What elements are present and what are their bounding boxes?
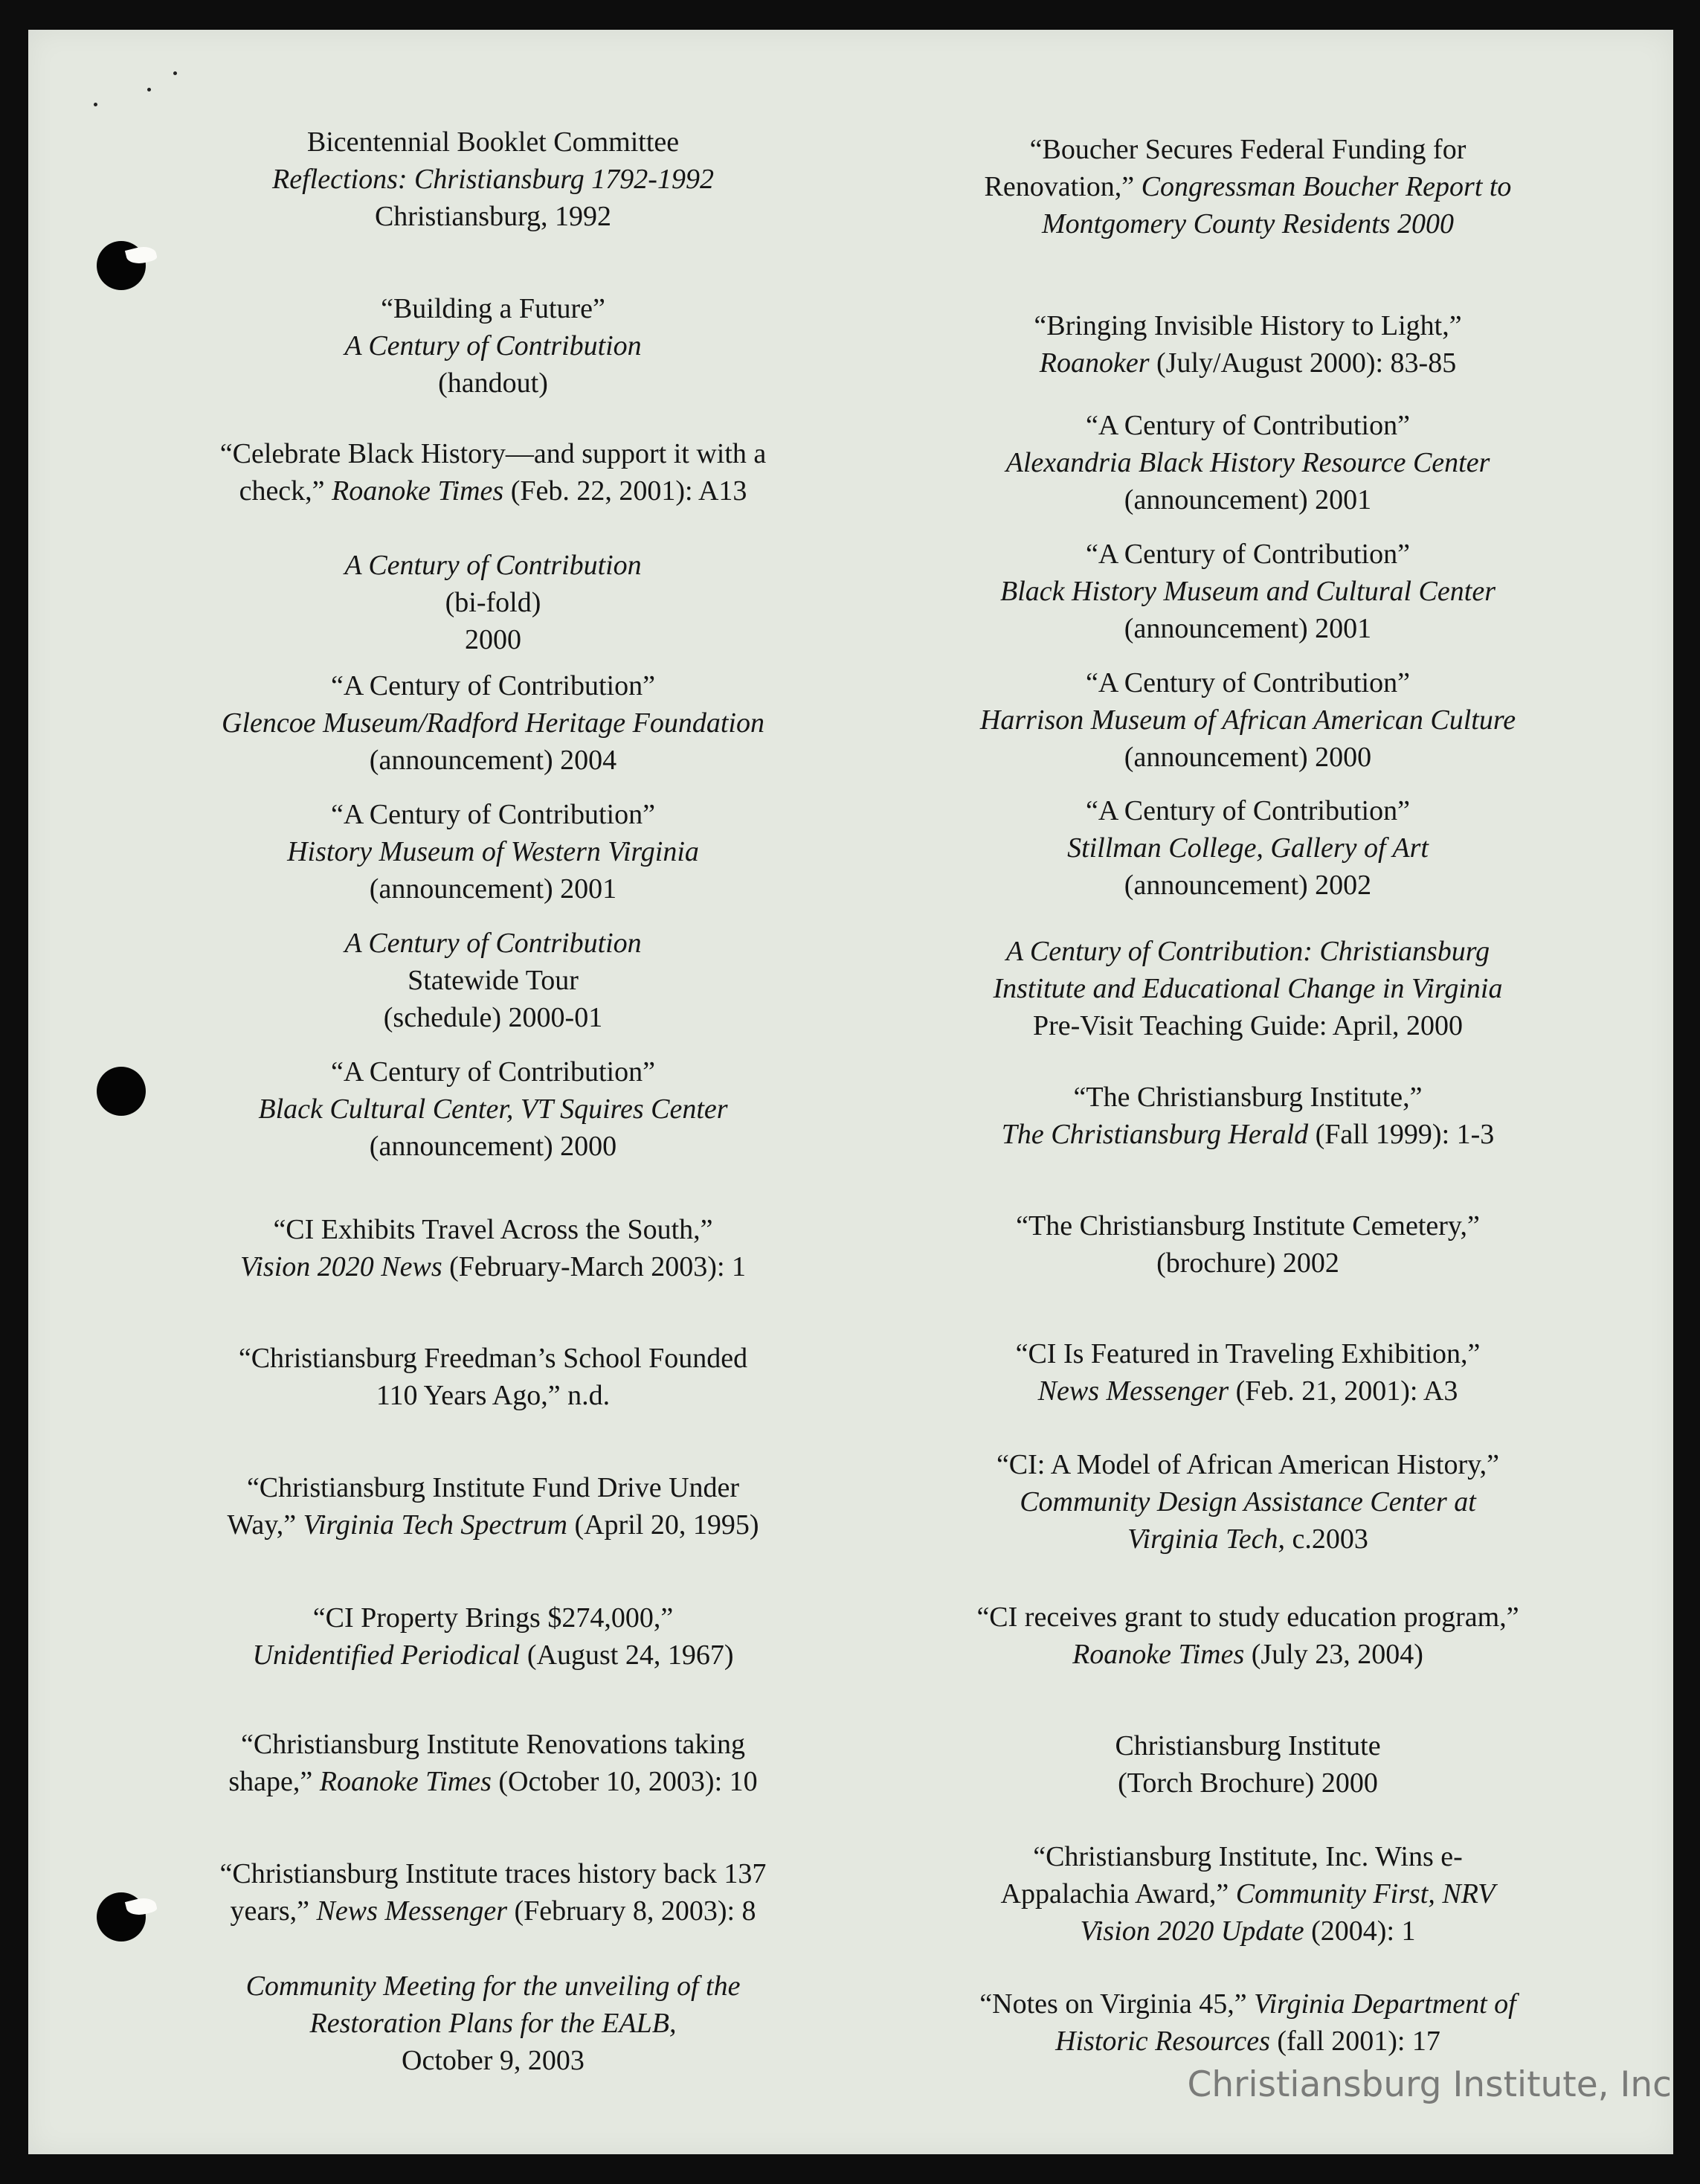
entry-line bbox=[876, 1079, 1620, 1116]
reference-entry bbox=[121, 667, 865, 779]
entry-text: “The Christiansburg Institute,” bbox=[1073, 1082, 1423, 1113]
entry-line bbox=[121, 1377, 865, 1414]
entry-line bbox=[876, 701, 1620, 739]
entry-line bbox=[121, 2042, 865, 2079]
entry-line bbox=[121, 547, 865, 584]
entry-line bbox=[121, 290, 865, 327]
reference-entry bbox=[121, 1211, 865, 1285]
entry-line bbox=[121, 704, 865, 742]
entry-text: 2000 bbox=[465, 624, 521, 655]
entry-line bbox=[121, 1340, 865, 1377]
entry-line bbox=[121, 999, 865, 1036]
italic-title: News Messenger bbox=[316, 1895, 507, 1927]
entry-line bbox=[121, 962, 865, 999]
entry-line bbox=[121, 1968, 865, 2005]
italic-title: Community Meeting for the unveiling of the bbox=[245, 1971, 741, 2002]
entry-text: c.2003 bbox=[1284, 1523, 1368, 1555]
entry-line bbox=[876, 536, 1620, 573]
entry-text: Pre-Visit Teaching Guide: April, 2000 bbox=[1033, 1010, 1463, 1041]
entry-line bbox=[121, 1599, 865, 1637]
entry-line bbox=[121, 1128, 865, 1165]
entry-line bbox=[121, 667, 865, 704]
document-page bbox=[28, 30, 1673, 2154]
entry-text: Appalachia Award,” bbox=[1000, 1878, 1236, 1910]
entry-text: “The Christiansburg Institute Cemetery,” bbox=[1016, 1210, 1480, 1242]
entry-line bbox=[121, 1637, 865, 1674]
entry-line bbox=[876, 1912, 1620, 1950]
italic-title: A Century of Contribution: Christiansburg bbox=[1005, 936, 1490, 967]
entry-line bbox=[876, 1244, 1620, 1282]
entry-text: (announcement) 2001 bbox=[369, 873, 617, 905]
reference-entry bbox=[876, 1727, 1620, 1802]
entry-line bbox=[876, 1446, 1620, 1483]
entry-line bbox=[876, 344, 1620, 382]
entry-text: (April 20, 1995) bbox=[567, 1509, 759, 1541]
entry-text: (February-March 2003): 1 bbox=[442, 1251, 746, 1282]
reference-entry bbox=[876, 1599, 1620, 1673]
entry-line bbox=[876, 610, 1620, 647]
entry-text: October 9, 2003 bbox=[402, 2045, 585, 2076]
entry-line bbox=[876, 739, 1620, 776]
entry-text: “CI receives grant to study education program,” bbox=[976, 1602, 1519, 1633]
italic-title: Unidentified Periodical bbox=[252, 1639, 521, 1671]
reference-entry bbox=[121, 796, 865, 908]
entry-line bbox=[121, 2005, 865, 2042]
entry-text: “A Century of Contribution” bbox=[331, 799, 655, 830]
entry-line bbox=[876, 168, 1620, 205]
reference-entry bbox=[121, 925, 865, 1036]
entry-text: Way,” bbox=[227, 1509, 303, 1541]
reference-entry bbox=[121, 547, 865, 658]
reference-entry bbox=[876, 131, 1620, 243]
reference-entry bbox=[876, 1335, 1620, 1410]
entry-text: (announcement) 2002 bbox=[1124, 870, 1372, 901]
entry-text: “A Century of Contribution” bbox=[1086, 795, 1410, 826]
italic-title: The Christiansburg Herald bbox=[1001, 1119, 1309, 1150]
reference-entry bbox=[121, 1340, 865, 1414]
entry-text: (brochure) 2002 bbox=[1156, 1247, 1339, 1279]
entry-text: years,” bbox=[230, 1895, 317, 1927]
entry-line bbox=[876, 829, 1620, 867]
entry-text: “A Century of Contribution” bbox=[1086, 410, 1410, 441]
entry-text: “Christiansburg Institute Fund Drive Under bbox=[246, 1472, 740, 1503]
reference-entry bbox=[876, 407, 1620, 518]
reference-entry bbox=[121, 1855, 865, 1930]
entry-text: (announcement) 2004 bbox=[369, 745, 617, 776]
entry-text: “Boucher Secures Federal Funding for bbox=[1029, 134, 1466, 165]
entry-text: (Torch Brochure) 2000 bbox=[1118, 1767, 1378, 1799]
entry-line bbox=[121, 1763, 865, 1800]
italic-title: Virginia Tech, bbox=[1127, 1523, 1285, 1555]
entry-text: “A Century of Contribution” bbox=[1086, 539, 1410, 570]
entry-line bbox=[876, 664, 1620, 701]
entry-text: “A Century of Contribution” bbox=[331, 1056, 655, 1088]
entry-line bbox=[876, 1207, 1620, 1244]
italic-title: Roanoke Times bbox=[1072, 1639, 1245, 1670]
reference-entry bbox=[876, 1207, 1620, 1282]
reference-entry bbox=[876, 664, 1620, 776]
italic-title: Virginia Department of bbox=[1254, 1988, 1516, 2020]
entry-line bbox=[876, 573, 1620, 610]
reference-entry bbox=[876, 536, 1620, 647]
italic-title: Black History Museum and Cultural Center bbox=[1000, 576, 1495, 607]
entry-text: Christiansburg Institute bbox=[1115, 1730, 1381, 1761]
entry-text: “Bringing Invisible History to Light,” bbox=[1034, 310, 1462, 341]
entry-text: (August 24, 1967) bbox=[520, 1639, 734, 1671]
right-column bbox=[876, 30, 1620, 2154]
entry-line bbox=[121, 1469, 865, 1506]
entry-text: Bicentennial Booklet Committee bbox=[306, 126, 680, 158]
entry-text: “Building a Future” bbox=[381, 293, 605, 324]
entry-text: 110 Years Ago,” n.d. bbox=[376, 1380, 611, 1411]
entry-line bbox=[121, 925, 865, 962]
left-column bbox=[121, 30, 865, 2154]
italic-title: News Messenger bbox=[1037, 1375, 1229, 1407]
entry-line bbox=[121, 472, 865, 510]
entry-text: “A Century of Contribution” bbox=[331, 670, 655, 701]
italic-title: Community First, NRV bbox=[1235, 1878, 1495, 1910]
entry-text: (Feb. 22, 2001): A13 bbox=[503, 475, 747, 507]
italic-title: A Century of Contribution bbox=[344, 550, 642, 581]
reference-entry bbox=[121, 1053, 865, 1165]
italic-title: Alexandria Black History Resource Center bbox=[1005, 447, 1490, 478]
reference-entry bbox=[121, 1469, 865, 1544]
entry-text: (July/August 2000): 83-85 bbox=[1149, 347, 1457, 379]
reference-entry bbox=[121, 1726, 865, 1800]
entry-line bbox=[121, 364, 865, 402]
italic-title: A Century of Contribution bbox=[344, 928, 642, 959]
entry-line bbox=[121, 161, 865, 198]
entry-line bbox=[876, 131, 1620, 168]
italic-title: Congressman Boucher Report to bbox=[1141, 171, 1512, 202]
italic-title: Harrison Museum of African American Culture bbox=[979, 704, 1516, 736]
entry-line bbox=[876, 1985, 1620, 2023]
entry-text: (2004): 1 bbox=[1304, 1915, 1416, 1947]
italic-title: Virginia Tech Spectrum bbox=[303, 1509, 567, 1541]
entry-line bbox=[121, 742, 865, 779]
entry-line bbox=[876, 444, 1620, 481]
entry-text: “Notes on Virginia 45,” bbox=[979, 1988, 1255, 2020]
entry-line bbox=[876, 205, 1620, 243]
entry-text: “Christiansburg Institute traces history back 137 bbox=[219, 1858, 767, 1889]
entry-text: “Christiansburg Freedman’s School Founded bbox=[238, 1343, 748, 1374]
entry-text: (announcement) 2001 bbox=[1124, 484, 1372, 516]
reference-entry bbox=[121, 1599, 865, 1674]
entry-line bbox=[876, 307, 1620, 344]
entry-line bbox=[876, 1520, 1620, 1558]
entry-text: “A Century of Contribution” bbox=[1086, 667, 1410, 698]
italic-title: Vision 2020 News bbox=[239, 1251, 442, 1282]
entry-line bbox=[876, 1636, 1620, 1673]
entry-line bbox=[121, 621, 865, 658]
entry-text: “CI: A Model of African American History,” bbox=[996, 1449, 1500, 1480]
entry-line bbox=[121, 198, 865, 235]
entry-line bbox=[876, 1764, 1620, 1802]
entry-line bbox=[876, 481, 1620, 518]
entry-line bbox=[876, 1483, 1620, 1520]
entry-line bbox=[121, 1091, 865, 1128]
entry-line bbox=[121, 833, 865, 870]
italic-title: Vision 2020 Update bbox=[1080, 1915, 1304, 1947]
reference-entry bbox=[876, 1079, 1620, 1153]
italic-title: Stillman College, Gallery of Art bbox=[1067, 832, 1429, 864]
entry-text: (bi-fold) bbox=[445, 587, 541, 618]
entry-text: shape,” bbox=[228, 1766, 320, 1797]
entry-text: (announcement) 2001 bbox=[1124, 613, 1372, 644]
entry-line bbox=[876, 867, 1620, 904]
entry-text: “Christiansburg Institute, Inc. Wins e- bbox=[1033, 1841, 1463, 1872]
entry-text: (Feb. 21, 2001): A3 bbox=[1229, 1375, 1458, 1407]
entry-text: Statewide Tour bbox=[408, 965, 579, 996]
entry-text: (February 8, 2003): 8 bbox=[506, 1895, 756, 1927]
entry-text: (announcement) 2000 bbox=[1124, 742, 1372, 773]
italic-title: Montgomery County Residents 2000 bbox=[1041, 208, 1455, 240]
reference-entry bbox=[121, 290, 865, 402]
entry-line bbox=[121, 1211, 865, 1248]
entry-line bbox=[876, 1372, 1620, 1410]
entry-line bbox=[876, 1599, 1620, 1636]
entry-text: “CI Exhibits Travel Across the South,” bbox=[273, 1214, 713, 1245]
entry-line bbox=[121, 1892, 865, 1930]
reference-entry bbox=[121, 123, 865, 235]
reference-entry bbox=[121, 1968, 865, 2079]
entry-line bbox=[121, 1053, 865, 1091]
italic-title: Reflections: Christiansburg 1792-1992 bbox=[272, 164, 714, 195]
entry-line bbox=[121, 1726, 865, 1763]
italic-title: Community Design Assistance Center at bbox=[1020, 1486, 1476, 1517]
entry-line bbox=[121, 1855, 865, 1892]
entry-text: “Christiansburg Institute Renovations taking bbox=[241, 1729, 745, 1760]
entry-line bbox=[876, 407, 1620, 444]
entry-line bbox=[121, 327, 865, 364]
italic-title: Historic Resources bbox=[1055, 2026, 1270, 2057]
italic-title: Glencoe Museum/Radford Heritage Foundation bbox=[222, 707, 764, 739]
reference-entry bbox=[876, 1838, 1620, 1950]
italic-title: A Century of Contribution bbox=[344, 330, 642, 362]
entry-text: (October 10, 2003): 10 bbox=[491, 1766, 758, 1797]
watermark: Christiansburg Institute, Inc bbox=[1187, 2064, 1672, 2105]
entry-line bbox=[121, 584, 865, 621]
entry-text: Renovation,” bbox=[984, 171, 1142, 202]
entry-text: “CI Property Brings $274,000,” bbox=[312, 1602, 674, 1634]
entry-line bbox=[876, 2023, 1620, 2060]
reference-entry bbox=[876, 792, 1620, 904]
entry-text: “Celebrate Black History—and support it with a bbox=[219, 438, 767, 469]
entry-line bbox=[121, 870, 865, 908]
italic-title: Roanoke Times bbox=[332, 475, 504, 507]
entry-line bbox=[121, 1248, 865, 1285]
entry-line bbox=[876, 1727, 1620, 1764]
entry-text: (July 23, 2004) bbox=[1244, 1639, 1423, 1670]
entry-line bbox=[876, 1875, 1620, 1912]
reference-entry bbox=[876, 1985, 1620, 2060]
entry-text: (fall 2001): 17 bbox=[1269, 2026, 1440, 2057]
entry-line bbox=[876, 1335, 1620, 1372]
entry-text: (schedule) 2000-01 bbox=[383, 1002, 603, 1033]
entry-line bbox=[876, 1116, 1620, 1153]
entry-line bbox=[876, 1838, 1620, 1875]
reference-entry bbox=[876, 933, 1620, 1044]
reference-entry bbox=[876, 1446, 1620, 1558]
reference-entry bbox=[121, 435, 865, 510]
entry-line bbox=[121, 123, 865, 161]
italic-title: Roanoke Times bbox=[319, 1766, 492, 1797]
entry-text: check,” bbox=[239, 475, 332, 507]
entry-line bbox=[121, 1506, 865, 1544]
italic-title: Black Cultural Center, VT Squires Center bbox=[258, 1093, 728, 1125]
entry-text: (handout) bbox=[438, 367, 548, 399]
entry-line bbox=[876, 970, 1620, 1007]
entry-line bbox=[121, 435, 865, 472]
entry-text: (Fall 1999): 1-3 bbox=[1308, 1119, 1495, 1150]
entry-text: Christiansburg, 1992 bbox=[374, 201, 612, 232]
reference-entry bbox=[876, 307, 1620, 382]
italic-title: Institute and Educational Change in Virginia bbox=[993, 973, 1503, 1004]
entry-text: (announcement) 2000 bbox=[369, 1131, 617, 1162]
entry-line bbox=[876, 1007, 1620, 1044]
entry-line bbox=[876, 792, 1620, 829]
entry-text: “CI Is Featured in Traveling Exhibition,” bbox=[1015, 1338, 1481, 1369]
entry-line bbox=[876, 933, 1620, 970]
italic-title: Restoration Plans for the EALB, bbox=[309, 2008, 677, 2039]
entry-line bbox=[121, 796, 865, 833]
italic-title: History Museum of Western Virginia bbox=[287, 836, 699, 867]
italic-title: Roanoker bbox=[1039, 347, 1150, 379]
